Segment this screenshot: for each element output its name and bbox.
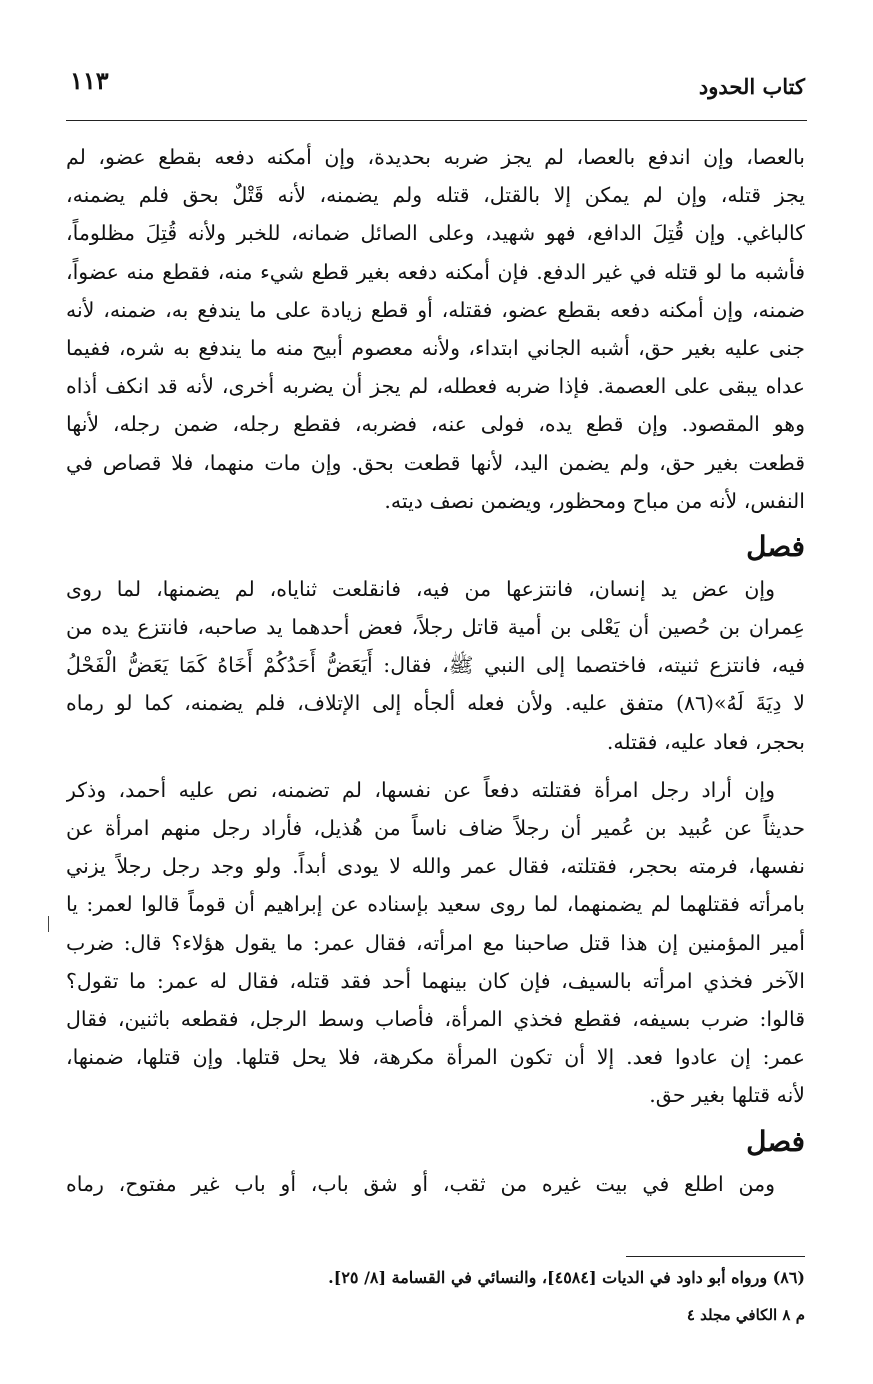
paragraph-2 [66, 570, 805, 761]
text-line: لا دِيَةَ لَهُ»(٨٦) متفق عليه. ولأن فعله ألجأه إلى الإتلاف، فلم يضمنه، كما لو رماه [66, 691, 805, 716]
text-line: بحجر، فعاد عليه، فقتله. [606, 729, 805, 754]
text-line: ومن اطلع في بيت غيره من ثقب، أو شق باب، أو باب غير مفتوح، رماه [66, 1171, 775, 1196]
text-line: بالعصا، وإن اندفع بالعصا، لم يجز ضربه بحديدة، وإن أمكنه دفعه بقطع عضو، لم [66, 145, 805, 169]
text-line: حديثاً عن عُبيد بن عُمير أن رجلاً ضاف ناساً من هُذيل، فأراد رجل منهم امرأة عن [66, 816, 805, 840]
section-heading: فصل [746, 529, 805, 563]
text-line: النفس، لأنه من مباح ومحظور، ويضمن نصف ديته. [384, 488, 805, 513]
text-line: ضمنه، وإن أمكنه دفعه بقطع عضو، فقتله، أو قطع زيادة على ما يندفع به، ضمنه، لأنه [66, 297, 805, 322]
margin-mark [48, 916, 49, 932]
footnote-rule [626, 1256, 805, 1257]
text-line: بامرأته فقتلهما لم يضمنهما، لما روى سعيد بإسناده عن إبراهيم أن قوماً قالوا لعمر: يا [66, 892, 805, 917]
text-line: وإن عض يد إنسان، فانتزعها من فيه، فانقلعت ثناياه، لم يضمنها، لما روى [66, 576, 775, 601]
text-line: لأنه قتلها بغير حق. [649, 1083, 805, 1108]
text-line: جنى عليه بغير حق، أشبه الجاني ابتداء، ولأنه معصوم أبيح منه ما يندفع به شره، ففيما [66, 335, 805, 360]
text-line: أمير المؤمنين إن هذا قتل صاحبنا مع امرأته، فقال عمر: ما يقول هؤلاء؟ قال: ضرب [66, 930, 805, 955]
page-body [66, 138, 805, 1203]
text-line: كالباغي. وإن قُتِلَ الدافع، فهو شهيد، وعلى الصائل ضمانه، للخبر ولأنه قُتِلَ مظلوماً، [66, 221, 805, 246]
text-line: عمر: إن عادوا فعد. إلا أن تكون المرأة مكرهة، فلا يحل قتلها. وإن قتلها، ضمنها، [66, 1045, 805, 1070]
text-line: فيه، فانتزع ثنيته، فاختصما إلى النبي ﷺ، فقال: أَيَعَضُّ أَحَدُكُمْ أَخَاهُ كَمَا يَعَضُّ الْفَحْلُ [66, 653, 805, 678]
section-heading: فصل [746, 1124, 805, 1158]
paragraph-gap [66, 761, 805, 771]
text-line: نفسها، فرمته بحجر، فقتلته، فقال عمر والله لا يودى أبداً. ولو وجد رجل رجلاً يزني [66, 854, 805, 879]
text-line: وإن أراد رجل امرأة فقتلته دفعاً عن نفسها، لم تضمنه، نص عليه أحمد، وذكر [66, 777, 775, 802]
text-line: وهو المقصود. وإن قطع يده، فولى عنه، فضربه، فقطع رجله، ضمن رجله، لأنها [66, 412, 805, 437]
text-line: قالوا: ضرب بسيفه، فقطع فخذي المرأة، فأصاب وسط الرجل، فقطعه باثنين، فقال [66, 1006, 805, 1031]
text-line: عِمران بن حُصين أن يَعْلى بن أمية قاتل رجلاً، فعض أحدهما يد صاحبه، فانتزع يده من [66, 615, 805, 640]
text-line: فأشبه ما لو قتله في غير الدفع. فإن أمكنه دفعه بغير قطع شيء منه، فقطع منه عضواً، [66, 259, 805, 284]
text-line: عداه يبقى على العصمة. فإذا ضربه فعطله، لم يجز أن يضربه أخرى، لأنه قد انكف أذاه [66, 374, 805, 399]
text-line: يجز قتله، وإن لم يمكن إلا بالقتل، قتله ولم يضمنه، لأنه قَتْلٌ بحق فلم يضمنه، [66, 183, 805, 208]
paragraph-4 [66, 1165, 805, 1203]
paragraph-3 [66, 771, 805, 1115]
footnote: (٨٦) ورواه أبو داود في الديات [٤٥٨٤]، والنسائي في القسامة [٨/ ٢٥]. [328, 1268, 805, 1287]
header-rule [66, 120, 807, 121]
text-line: الآخر فخذي امرأته بالسيف، فإن كان بينهما أحد فقد قتله، فقال له عمر: ما تقول؟ [66, 968, 805, 993]
text-line: قطعت بغير حق، ولم يضمن اليد، لأنها قطعت بحق. وإن مات منهما، فلا قصاص في [66, 450, 805, 475]
paragraph-1 [66, 138, 805, 520]
printer-signature: م ٨ الكافي مجلد ٤ [686, 1306, 805, 1324]
page-number: ١١٣ [70, 66, 109, 95]
running-header-title: كتاب الحدود [698, 74, 805, 99]
